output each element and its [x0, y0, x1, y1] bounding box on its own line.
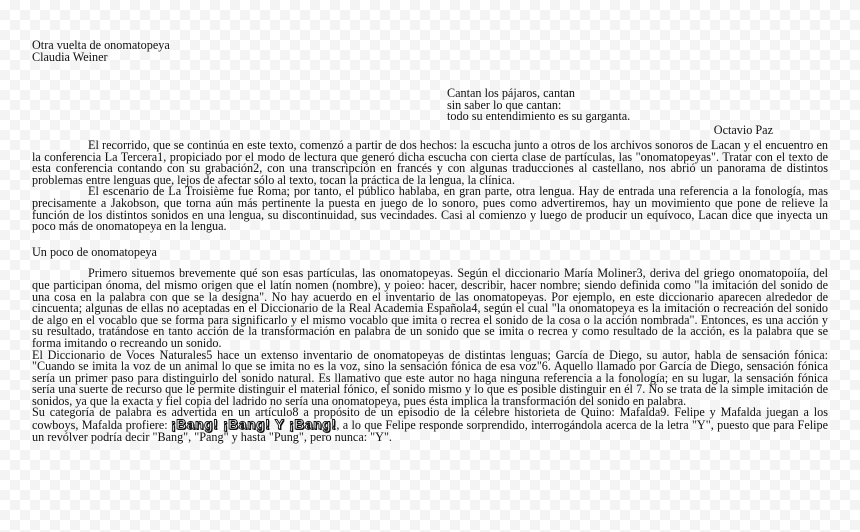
section-title: Un poco de onomatopeya — [32, 244, 157, 259]
epigraph-line-3: todo su entendimiento es su garganta. — [447, 109, 631, 124]
epigraph — [447, 88, 807, 136]
paragraph-2: El escenario de La Troisième fue Roma; por tanto, el público hablaba, en gran parte, otra lengua. Hay de entrada una referencia a la fonología, mas precisamente a Jakobson, que torna aún más pertinente la puesta en juego de lo sonoro, pues como advertiremos, hay un movimiento que pone de relieve la función de los distintos sonidos en una lengua, su discontinuidad, sus vecindades. Casi al comienzo y luego de producir un equívoco, Lacan dice que inyecta un poco más de onomatopeya en la lengua. — [32, 184, 828, 234]
article-body — [32, 140, 828, 443]
paragraph-4: El Diccionario de Voces Naturales5 hace un extenso inventario de onomatopeyas de distintas lenguas; García de Diego, su autor, habla de sensación fónica: "Cuando se imita la voz de un animal lo que se imita no es la voz, sino la sensación fónica de esa voz"6. Aquello llamado por García de Diego, sensación fónica sería un primer paso para distinguirlo del sonido natural. Es llamativo que este autor no haga ninguna referencia a la fonología; en su lugar, la sensación fónica sería una suerte de recurso que le permite distinguir el material fónico, el sonido mismo y lo que es posible distinguir en él 7. No se trata de la simple imitación de sonidos, ya que la exacta y fiel copia del ladrido no sería una onomatopeya, pues ésta implica la transformación del sonido en palabra. — [32, 347, 828, 408]
paragraph-5 — [32, 407, 828, 443]
epigraph-line-1: Cantan los pájaros, cantan — [447, 86, 575, 100]
article-author: Claudia Weiner — [32, 49, 108, 64]
paragraph-5-end: , a lo que Felipe responde sorprendido, interrogándola acerca de la letra "Y", puesto que para Felipe un revólver podría decir "Bang", "Pang" y hasta "Pung", pero nunca: "Y". — [32, 418, 829, 444]
paragraph-5-start: Su categoría de palabra es advertida en un artículo8 a propósito de un episodio de la célebre historieta de Quino: Mafalda9. Felipe y Mafalda juegan a los cowboys, Mafalda profiere: — [32, 405, 828, 433]
epigraph-line-2: sin saber lo que cantan: — [447, 97, 562, 112]
paragraph-3: Primero situemos brevemente qué son esas partículas, las onomatopeyas. Según el diccionario María Moliner3, deriva del griego onomatopoiía, del que participan ónoma, del mismo origen que el latín nomen (nombre), y poieo: hacer, describir, hacer nombre; siendo definida como "la imitación del sonido de una cosa en la palabra con que se la designa". No hay acuerdo en el inventario de las onomatopeyas. Por ejemplo, en este diccionario aparecen alrededor de cincuenta; algunas de ellas no aceptadas en el Diccionario de la Real Academia Española4, según el cual "la onomatopeya es la imitación o recreación del sonido de algo en el vocablo que se forma para significarlo y el mismo vocablo que imita o recrea el sonido de la cosa o la acción nombrada". Entonces, es una acción y su resultado, tratándose en tanto acción de la transformación en palabra de un sonido que se imita o recrea y como resultado de la acción, es la palabra que se forma imitando o recreando un sonido. — [32, 266, 828, 350]
epigraph-author: Octavio Paz — [713, 122, 773, 137]
bang-comic-text: ¡Bang! ¡Bang! Y ¡Bang! — [171, 416, 337, 433]
document-header — [32, 40, 828, 63]
paragraph-1: El recorrido, que se continúa en este texto, comenzó a partir de dos hechos: la escucha junto a otros de los archivos sonoros de Lacan y el encuentro en la conferencia La Tercera1, propiciado por el modo de lectura que generó dicha escucha con cierta clase de partículas, las "onomatopeyas". Tratar con el texto de esta conferencia contando con su grabación2, con una transcripción en francés y con algunas traducciones al castellano, nos abrió un panorama de distintos problemas entre lenguas que, lejos de afectar sólo al texto, tocan la práctica de la lengua, la clínica. — [32, 138, 828, 187]
article-title: Otra vuelta de onomatopeya — [32, 38, 170, 52]
